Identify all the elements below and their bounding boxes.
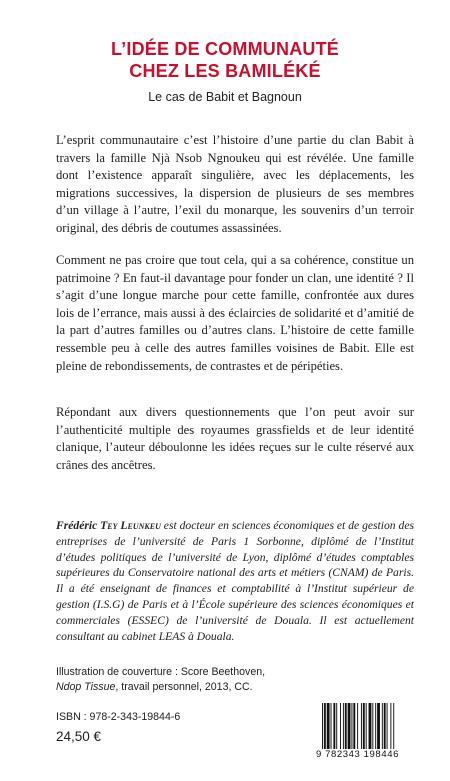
credits-work-title: Ndop Tissue bbox=[56, 680, 116, 693]
summary-paragraph-1: L’esprit communautaire c’est l’histoire d’une partie du clan Babit à travers la famille Njà Nsob Ngnoukeu qui est révélée. Une famille dont l’existence apparaît singulière, avec les déplacements, les migrations successives, la dispersion de plusieurs de ses membres d’un village à l’autre, l’exil du monarque, les souvenirs d’un terroir original, des débris de coutumes assassinées. bbox=[56, 133, 414, 235]
summary-paragraph-2: Comment ne pas croire que tout cela, qui a sa cohérence, constitue un patrimoine ? En faut-il davantage pour fonder un clan, une identité ? Il s’agit d’une longue marche pour cette famille, confrontée aux dures lois de l’errance, mais aussi à des éclaircies de solidarité et d’amitié de la part d’autres familles ou d’autres clans. L’histoire de cette famille ressemble peu à celle des autres familles voisines de Babit. Elle est pleine de rebondissements, de contrastes et de péripéties. bbox=[56, 253, 414, 373]
subtitle: Le cas de Babit et Bagnoun bbox=[148, 90, 302, 104]
author-last-name: Tey Leunkeu bbox=[100, 519, 161, 532]
title-line-1: L’IDÉE DE COMMUNAUTÉ bbox=[110, 39, 339, 59]
barcode-graphic bbox=[322, 703, 418, 749]
author-first-name: Frédéric bbox=[56, 519, 98, 532]
credits-line-1: Illustration de couverture : Score Beethoven, bbox=[56, 666, 266, 678]
cover-credits bbox=[56, 665, 306, 694]
author-bio-text: est docteur en sciences économiques et de gestion des entreprises de l’université de Paris 1 Sorbonne, diplômé de l’Institut d’études politiques de l’université de Lyon, diplômé d’études comptables supérieures du Conservatoire national des arts et métiers (CNAM) de Paris. Il a été enseignant de finances et comptabilité à l’Institut supérieur de gestion (I.S.G) de Paris et à l’École supérieure des sciences économiques et commerciales (ESSEC) de l’université de Douala. Il est actuellement consultant au cabinet LEAS à Douala. bbox=[56, 519, 414, 643]
author-bio bbox=[56, 518, 414, 644]
summary-paragraph-3: Répondant aux divers questionnements que l’on peut avoir sur l’authenticité multiple des royaumes grassfields et de leur identité clanique, l’auteur déboulonne les idées reçues sur le culte réservé aux crânes des ancêtres. bbox=[56, 405, 414, 472]
isbn: ISBN : 978-2-343-19844-6 bbox=[56, 711, 181, 723]
price: 24,50 € bbox=[56, 729, 102, 744]
barcode-digits: 9 782343 198446 bbox=[316, 749, 399, 760]
title-line-2: CHEZ LES BAMILÉKÉ bbox=[129, 61, 321, 81]
author-name bbox=[56, 519, 161, 532]
credits-line-2: , travail personnel, 2013, CC. bbox=[115, 680, 253, 693]
